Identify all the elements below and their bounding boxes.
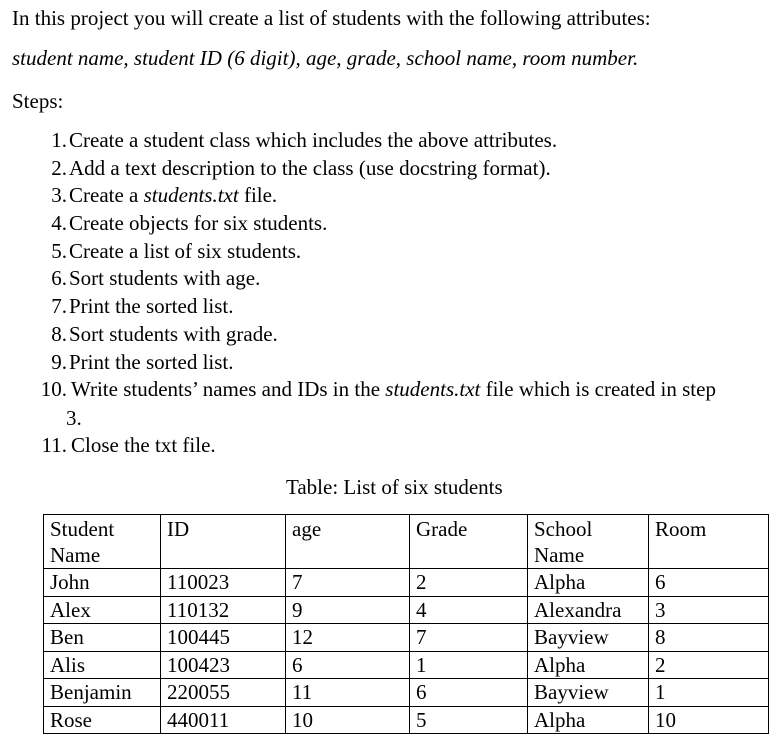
step-number: 7. (51, 294, 67, 319)
step-item (0, 265, 777, 293)
intro-text: In this project you will create a list of students with the following attributes: (12, 6, 651, 30)
cell-age: 10 (286, 706, 410, 734)
table-row (44, 624, 769, 652)
step-text-filename: students.txt (385, 377, 481, 402)
cell-grade: 5 (410, 706, 528, 734)
step-item (0, 376, 777, 404)
step-text: Print the sorted list. (69, 349, 234, 374)
cell-age: 6 (286, 651, 410, 679)
step-number: 2. (51, 155, 67, 180)
step-text: Create a list of six students. (69, 238, 302, 263)
header-student-name (44, 515, 161, 569)
step-item (0, 210, 777, 238)
header-grade: Grade (410, 515, 528, 569)
cell-name: Alis (44, 651, 161, 679)
cell-age: 12 (286, 624, 410, 652)
cell-room: 1 (649, 679, 769, 707)
step-number: 1. (51, 128, 67, 152)
cell-school: Alpha (528, 706, 649, 734)
step-text: Create a student class which includes the above attributes. (69, 128, 558, 152)
cell-name: Benjamin (44, 679, 161, 707)
cell-grade: 7 (410, 624, 528, 652)
cell-grade: 2 (410, 569, 528, 597)
cell-room: 3 (649, 596, 769, 624)
step-item (0, 321, 777, 349)
cell-age: 9 (286, 596, 410, 624)
table-header-row (44, 515, 769, 569)
table-row (44, 706, 769, 734)
cell-school: Bayview (528, 624, 649, 652)
table-row (44, 569, 769, 597)
step-number: 11. (41, 433, 67, 457)
cell-id: 220055 (161, 679, 286, 707)
step-number: 10. (40, 377, 67, 402)
step-item (0, 155, 777, 183)
step-item (0, 349, 777, 377)
attributes-text: student name, student ID (6 digit), age, grade, school name, room number. (12, 46, 639, 70)
steps-list (0, 127, 777, 404)
step-number: 5. (51, 238, 67, 263)
step-text: Print the sorted list. (69, 294, 234, 319)
header-school-name (528, 515, 649, 569)
cell-age: 11 (286, 679, 410, 707)
students-table (43, 514, 769, 734)
table-caption: Table: List of six students (286, 475, 503, 499)
cell-room: 10 (649, 706, 769, 734)
step-text-post: file. (238, 183, 278, 208)
header-line: Student (50, 517, 115, 541)
cell-grade: 4 (410, 596, 528, 624)
step-text-pre: Create a (69, 183, 144, 208)
table-row (44, 679, 769, 707)
step-number: 9. (51, 349, 67, 374)
cell-room: 2 (649, 651, 769, 679)
cell-grade: 1 (410, 651, 528, 679)
step-text-filename: students.txt (143, 183, 239, 208)
cell-room: 8 (649, 624, 769, 652)
cell-id: 110023 (161, 569, 286, 597)
step-text: Sort students with age. (69, 266, 261, 291)
step-number: 6. (51, 266, 67, 291)
table-row (44, 651, 769, 679)
step-item (0, 238, 777, 266)
table-row (44, 596, 769, 624)
steps-heading: Steps: (12, 89, 64, 113)
cell-id: 100423 (161, 651, 286, 679)
step-number: 3. (51, 183, 67, 208)
step-number: 8. (51, 321, 67, 346)
step-text (71, 376, 716, 404)
header-line: Name (50, 543, 101, 567)
step-text: Create objects for six students. (69, 211, 328, 236)
header-age: age (286, 515, 410, 569)
cell-name: Ben (44, 624, 161, 652)
cell-id: 110132 (161, 596, 286, 624)
cell-school: Alpha (528, 569, 649, 597)
step-text: Sort students with grade. (69, 321, 278, 346)
cell-name: Alex (44, 596, 161, 624)
header-line: School (534, 517, 593, 541)
step-text (69, 182, 277, 210)
step-text-post: file which is created in step (480, 377, 716, 402)
cell-name: John (44, 569, 161, 597)
step-text-continuation: 3. (66, 406, 82, 430)
step-item (0, 182, 777, 210)
cell-school: Alexandra (528, 596, 649, 624)
cell-id: 440011 (161, 706, 286, 734)
cell-name: Rose (44, 706, 161, 734)
cell-id: 100445 (161, 624, 286, 652)
step-item (0, 127, 777, 155)
header-id: ID (161, 515, 286, 569)
step-text: Close the txt file. (71, 433, 216, 457)
header-line: Name (534, 543, 585, 567)
step-item (0, 293, 777, 321)
cell-school: Alpha (528, 651, 649, 679)
cell-school: Bayview (528, 679, 649, 707)
header-room: Room (649, 515, 769, 569)
step-text: Add a text description to the class (use docstring format). (69, 155, 551, 180)
step-number: 4. (51, 211, 67, 236)
cell-grade: 6 (410, 679, 528, 707)
cell-age: 7 (286, 569, 410, 597)
step-text-pre: Write students’ names and IDs in the (71, 377, 386, 402)
cell-room: 6 (649, 569, 769, 597)
